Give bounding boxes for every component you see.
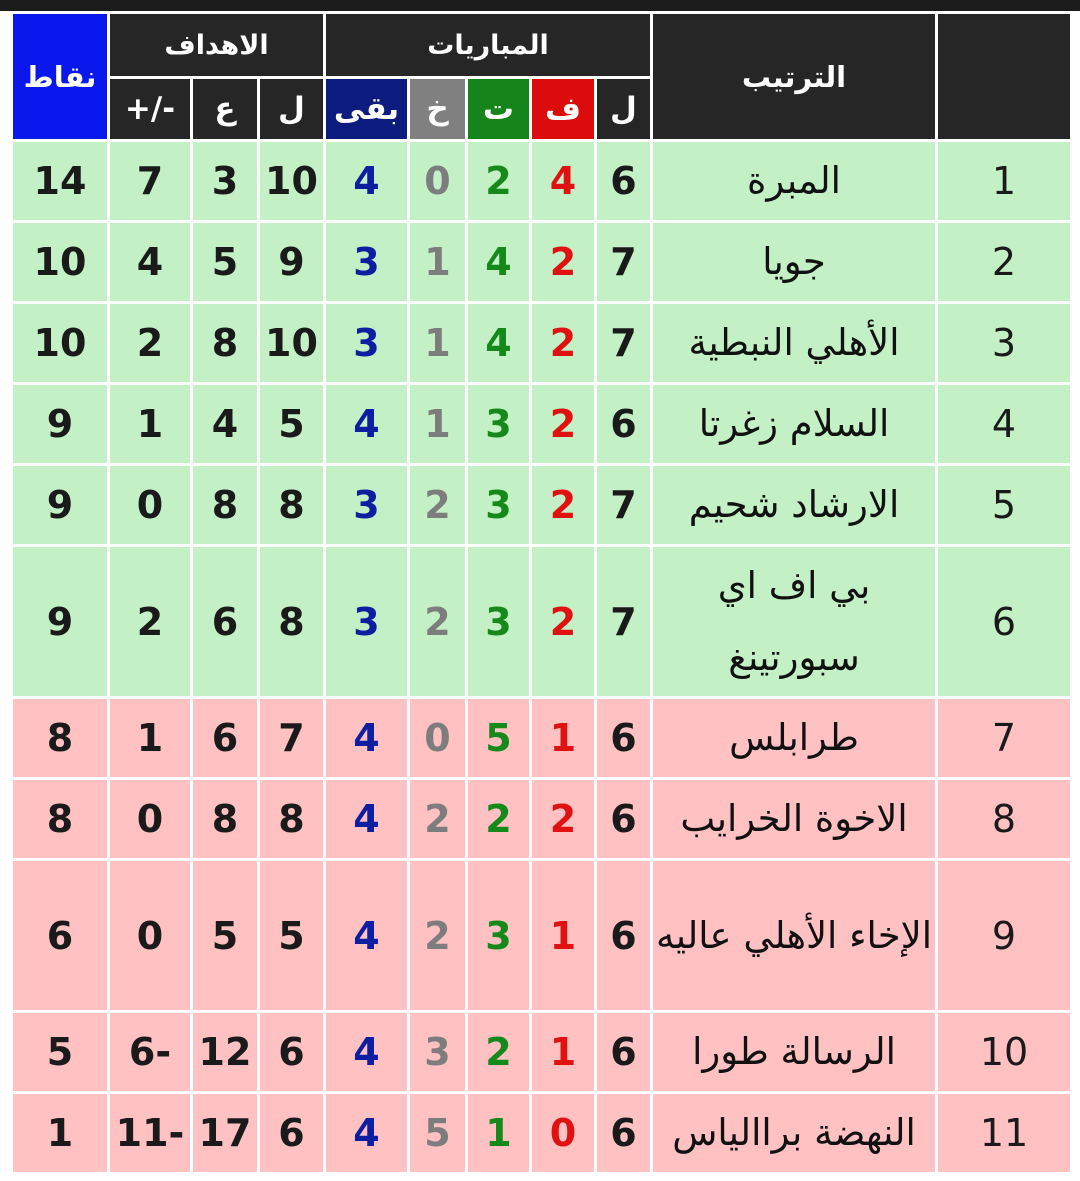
team-name-cell: الرسالة طورا (652, 1012, 937, 1093)
goal-diff-cell: 7 (109, 141, 192, 222)
lost-cell: 2 (409, 465, 467, 546)
rank-cell: 1 (937, 141, 1072, 222)
goal-diff-cell: 0 (109, 779, 192, 860)
played-cell: 6 (596, 1093, 652, 1174)
goals-group-header: الاهداف (109, 13, 325, 78)
table-row[interactable] (12, 141, 1072, 222)
goals-against-cell: 4 (192, 384, 259, 465)
points-header[interactable]: نقاط (12, 13, 109, 141)
played-cell: 6 (596, 1012, 652, 1093)
won-cell: 2 (531, 303, 596, 384)
won-cell: 1 (531, 1012, 596, 1093)
won-header[interactable]: ف (531, 78, 596, 141)
standings-table (10, 11, 1073, 1175)
lost-cell: 2 (409, 546, 467, 698)
drawn-cell: 3 (467, 546, 531, 698)
table-row[interactable] (12, 860, 1072, 1012)
played-cell: 6 (596, 860, 652, 1012)
remaining-cell: 4 (325, 698, 409, 779)
position-header (937, 13, 1072, 141)
goals-against-header[interactable]: ع (192, 78, 259, 141)
lost-cell: 0 (409, 141, 467, 222)
table-row[interactable] (12, 1093, 1072, 1174)
goals-for-cell: 9 (259, 222, 325, 303)
remaining-header[interactable]: بقى (325, 78, 409, 141)
goal-diff-cell: 2 (109, 546, 192, 698)
goal-diff-cell: 0 (109, 465, 192, 546)
played-cell: 6 (596, 141, 652, 222)
rank-cell: 3 (937, 303, 1072, 384)
goals-against-cell: 8 (192, 465, 259, 546)
lost-cell: 1 (409, 222, 467, 303)
played-header[interactable]: ل (596, 78, 652, 141)
ranking-header[interactable]: الترتيب (652, 13, 937, 141)
won-cell: 0 (531, 1093, 596, 1174)
remaining-cell: 4 (325, 141, 409, 222)
points-cell: 5 (12, 1012, 109, 1093)
points-cell: 8 (12, 779, 109, 860)
points-cell: 8 (12, 698, 109, 779)
goals-for-header[interactable]: ل (259, 78, 325, 141)
lost-cell: 2 (409, 779, 467, 860)
team-name-cell: الأهلي النبطية (652, 303, 937, 384)
rank-cell: 8 (937, 779, 1072, 860)
drawn-header[interactable]: ت (467, 78, 531, 141)
table-row[interactable] (12, 698, 1072, 779)
table-row[interactable] (12, 1012, 1072, 1093)
team-name-cell: السلام زغرتا (652, 384, 937, 465)
lost-cell: 1 (409, 384, 467, 465)
goals-against-cell: 8 (192, 303, 259, 384)
played-cell: 6 (596, 698, 652, 779)
drawn-cell: 5 (467, 698, 531, 779)
points-cell: 1 (12, 1093, 109, 1174)
played-cell: 6 (596, 779, 652, 860)
won-cell: 2 (531, 779, 596, 860)
remaining-cell: 4 (325, 779, 409, 860)
rank-cell: 9 (937, 860, 1072, 1012)
goals-for-cell: 8 (259, 546, 325, 698)
goals-against-cell: 5 (192, 222, 259, 303)
remaining-cell: 4 (325, 1012, 409, 1093)
lost-cell: 1 (409, 303, 467, 384)
remaining-cell: 4 (325, 1093, 409, 1174)
goal-diff-cell: 1 (109, 384, 192, 465)
team-name-cell: النهضة براالياس (652, 1093, 937, 1174)
table-row[interactable] (12, 303, 1072, 384)
won-cell: 4 (531, 141, 596, 222)
rank-cell: 11 (937, 1093, 1072, 1174)
drawn-cell: 3 (467, 465, 531, 546)
remaining-cell: 3 (325, 222, 409, 303)
won-cell: 2 (531, 546, 596, 698)
remaining-cell: 3 (325, 303, 409, 384)
matches-group-header: المباريات (325, 13, 652, 78)
remaining-cell: 3 (325, 546, 409, 698)
rank-cell: 2 (937, 222, 1072, 303)
drawn-cell: 2 (467, 779, 531, 860)
points-cell: 9 (12, 384, 109, 465)
won-cell: 2 (531, 222, 596, 303)
table-row[interactable] (12, 779, 1072, 860)
goals-for-cell: 8 (259, 779, 325, 860)
rank-cell: 7 (937, 698, 1072, 779)
goals-for-cell: 7 (259, 698, 325, 779)
team-name-cell: طرابلس (652, 698, 937, 779)
remaining-cell: 3 (325, 465, 409, 546)
team-name-cell: الاخوة الخرايب (652, 779, 937, 860)
played-cell: 7 (596, 546, 652, 698)
points-cell: 10 (12, 222, 109, 303)
goals-for-cell: 10 (259, 303, 325, 384)
goals-for-cell: 6 (259, 1093, 325, 1174)
won-cell: 1 (531, 860, 596, 1012)
won-cell: 2 (531, 384, 596, 465)
team-name-cell: الارشاد شحيم (652, 465, 937, 546)
table-row[interactable] (12, 384, 1072, 465)
lost-cell: 2 (409, 860, 467, 1012)
goals-against-cell: 6 (192, 698, 259, 779)
top-bar (0, 0, 1080, 11)
rank-cell: 6 (937, 546, 1072, 698)
header-row-top (12, 13, 1072, 78)
rank-cell: 5 (937, 465, 1072, 546)
table-row[interactable] (12, 222, 1072, 303)
drawn-cell: 2 (467, 141, 531, 222)
played-cell: 7 (596, 303, 652, 384)
goals-for-cell: 10 (259, 141, 325, 222)
drawn-cell: 3 (467, 384, 531, 465)
points-cell: 9 (12, 465, 109, 546)
goals-against-cell: 8 (192, 779, 259, 860)
played-cell: 7 (596, 222, 652, 303)
points-cell: 6 (12, 860, 109, 1012)
drawn-cell: 4 (467, 303, 531, 384)
drawn-cell: 2 (467, 1012, 531, 1093)
points-cell: 10 (12, 303, 109, 384)
goal-diff-cell: 11- (109, 1093, 192, 1174)
lost-cell: 3 (409, 1012, 467, 1093)
goal-diff-cell: 2 (109, 303, 192, 384)
played-cell: 7 (596, 465, 652, 546)
drawn-cell: 4 (467, 222, 531, 303)
rank-cell: 10 (937, 1012, 1072, 1093)
goal-diff-header[interactable]: +/- (109, 78, 192, 141)
goals-for-cell: 5 (259, 384, 325, 465)
goal-diff-cell: 0 (109, 860, 192, 1012)
remaining-cell: 4 (325, 384, 409, 465)
goals-for-cell: 5 (259, 860, 325, 1012)
lost-header[interactable]: خ (409, 78, 467, 141)
points-cell: 14 (12, 141, 109, 222)
goals-against-cell: 17 (192, 1093, 259, 1174)
lost-cell: 0 (409, 698, 467, 779)
team-name-cell: جويا (652, 222, 937, 303)
played-cell: 6 (596, 384, 652, 465)
table-row[interactable] (12, 546, 1072, 698)
points-cell: 9 (12, 546, 109, 698)
goals-against-cell: 5 (192, 860, 259, 1012)
goal-diff-cell: 6- (109, 1012, 192, 1093)
team-name-cell: المبرة (652, 141, 937, 222)
rank-cell: 4 (937, 384, 1072, 465)
goals-against-cell: 12 (192, 1012, 259, 1093)
goals-against-cell: 3 (192, 141, 259, 222)
team-name-cell: الإخاء الأهلي عاليه (652, 860, 937, 1012)
remaining-cell: 4 (325, 860, 409, 1012)
drawn-cell: 3 (467, 860, 531, 1012)
goals-against-cell: 6 (192, 546, 259, 698)
goal-diff-cell: 4 (109, 222, 192, 303)
drawn-cell: 1 (467, 1093, 531, 1174)
won-cell: 2 (531, 465, 596, 546)
goal-diff-cell: 1 (109, 698, 192, 779)
goals-for-cell: 6 (259, 1012, 325, 1093)
goals-for-cell: 8 (259, 465, 325, 546)
won-cell: 1 (531, 698, 596, 779)
table-row[interactable] (12, 465, 1072, 546)
team-name-cell: بي اف اي سبورتينغ (652, 546, 937, 698)
lost-cell: 5 (409, 1093, 467, 1174)
